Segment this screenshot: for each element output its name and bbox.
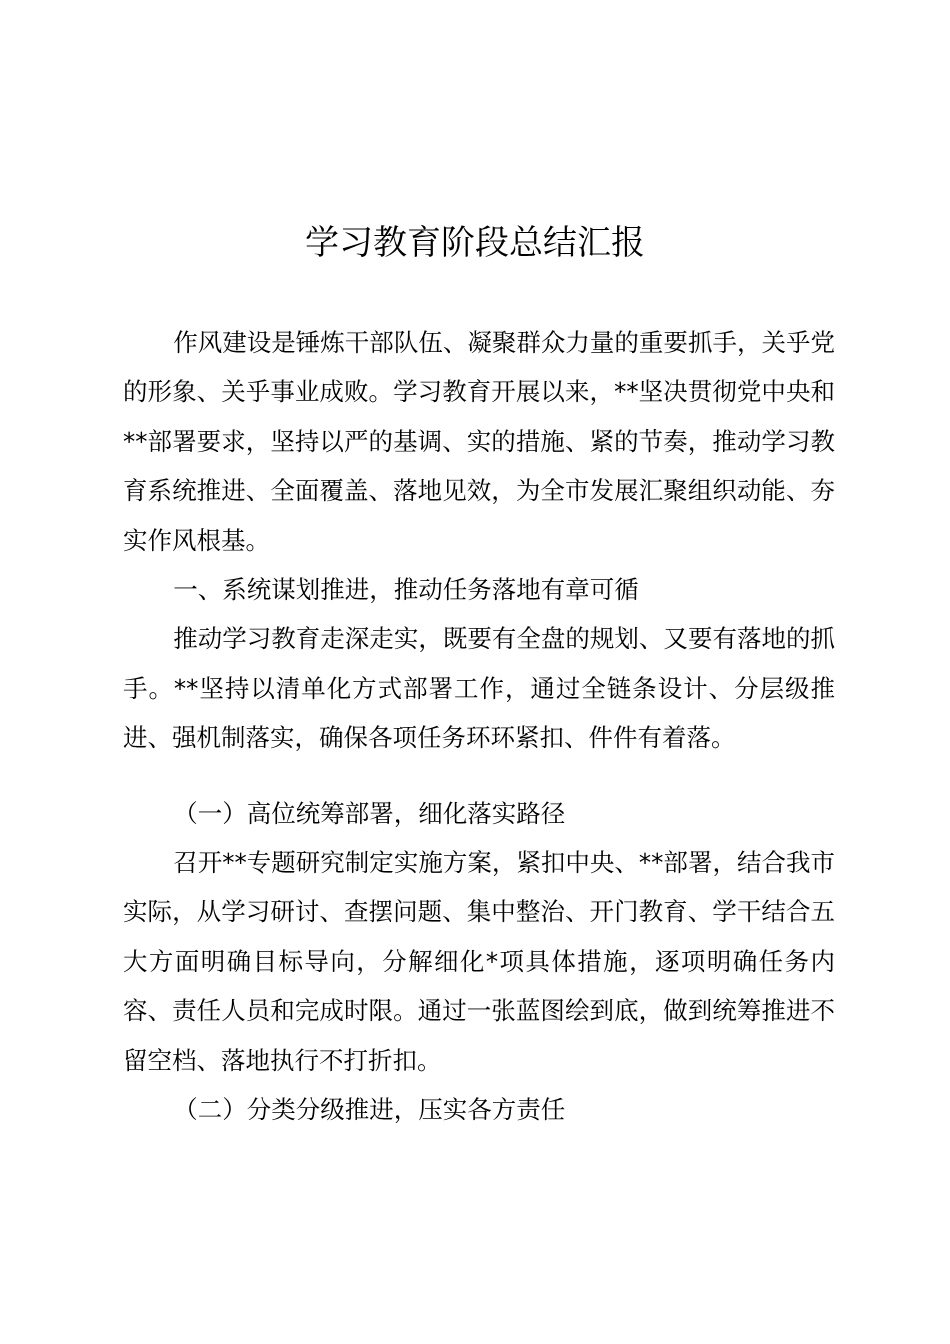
document-title: 学习教育阶段总结汇报 — [305, 223, 645, 263]
document-body — [123, 318, 835, 1135]
subsection-2-heading: （二）分类分级推进，压实各方责任 — [173, 1095, 566, 1125]
section-1-paragraph: 推动学习教育走深走实，既要有全盘的规划、又要有落地的抓手。**坚持以清单化方式部署工作，通过全链条设计、分层级推进、强机制落实，确保各项任务环环紧扣、件件有着落。 — [123, 624, 835, 753]
paragraph-spacer — [123, 763, 835, 789]
subsection-1-heading: （一）高位统筹部署，细化落实路径 — [173, 798, 566, 828]
subsection-1-paragraph: 召开**专题研究制定实施方案，紧扣中央、**部署，结合我市实际，从学习研讨、查摆问题、集中整治、开门教育、学干结合五大方面明确目标导向，分解细化*项具体措施，逐项明确任务内容、责任人员和完成时限。通过一张蓝图绘到底，做到统筹推进不留空档、落地执行不打折扣。 — [123, 848, 835, 1075]
section-1-heading: 一、系统谋划推进，推动任务落地有章可循 — [173, 575, 639, 605]
intro-paragraph: 作风建设是锤炼干部队伍、凝聚群众力量的重要抓手，关乎党的形象、关乎事业成败。学习教育开展以来，**坚决贯彻党中央和**部署要求，坚持以严的基调、实的措施、紧的节奏，推动学习教育系统推进、全面覆盖、落地见效，为全市发展汇聚组织动能、夯实作风根基。 — [123, 328, 835, 555]
